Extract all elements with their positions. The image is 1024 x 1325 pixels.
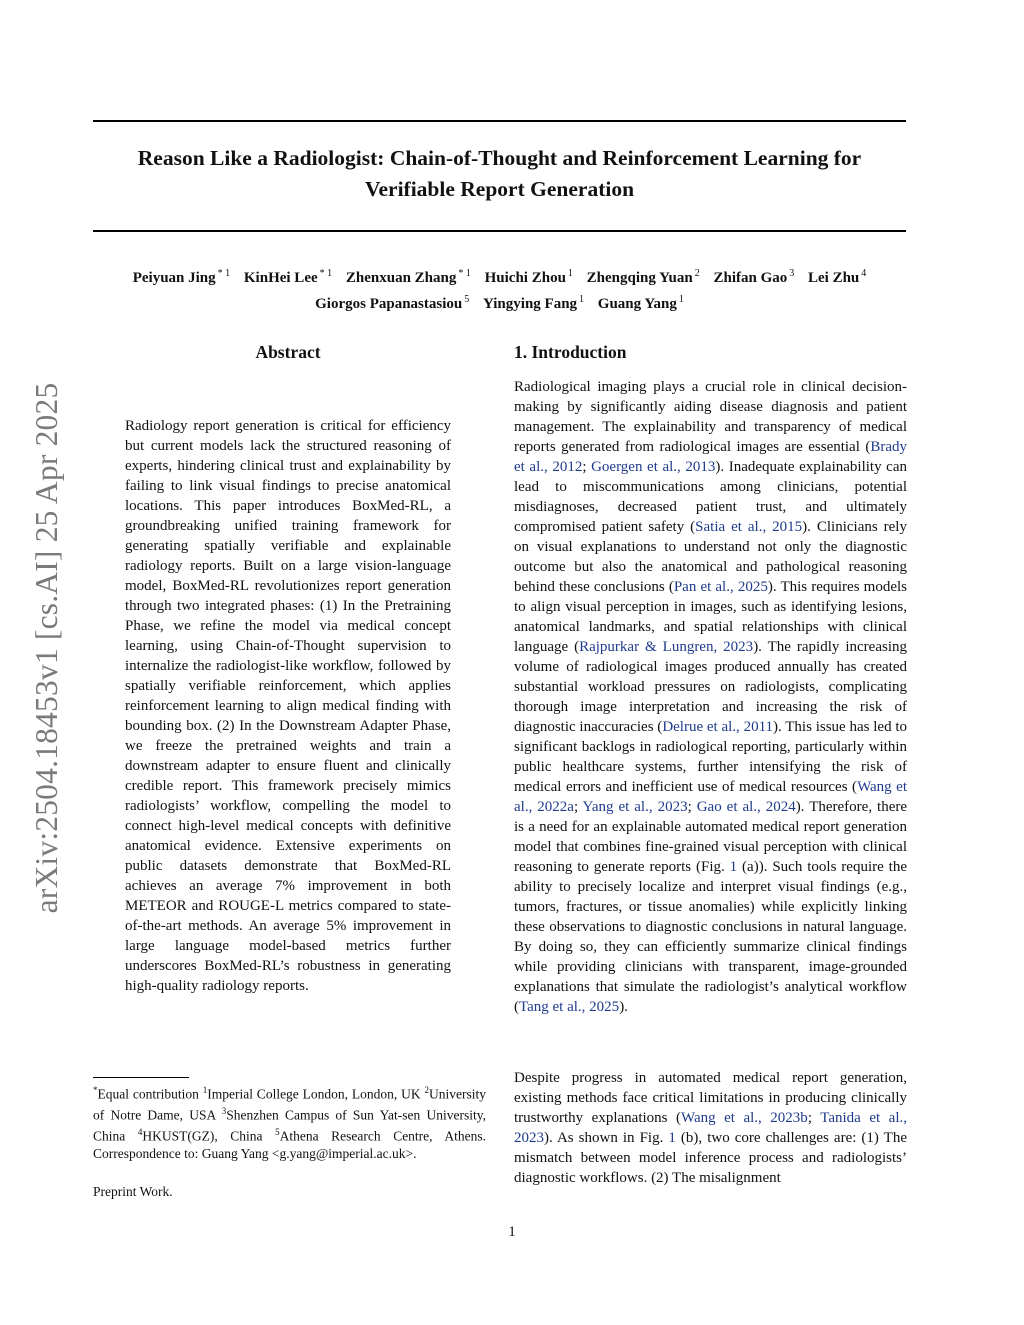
footnote-text: Equal contribution [97, 1086, 203, 1102]
affiliation-mark: * [93, 1085, 98, 1095]
author-name [133, 270, 230, 286]
citation-link[interactable]: Delrue et al., 2011 [662, 719, 774, 735]
footnote-rule [93, 1077, 189, 1078]
author-name [485, 270, 573, 286]
paragraph-text: Radiological imaging plays a crucial role in clinical decision-making by significantly aiding disease diagnosis and patient management. The explainability and transparency of medical reports generated from radiological images are essential ( [514, 379, 907, 455]
author-affiliation-mark: 1 [567, 268, 573, 279]
author-list [93, 263, 906, 315]
citation-link[interactable]: Goergen et al., 2013 [591, 459, 716, 475]
citation-link[interactable]: Satia et al., 2015 [695, 519, 803, 535]
author-affiliation-mark: 1 [678, 294, 684, 305]
author-affiliation-mark: * 1 [458, 268, 471, 279]
paragraph-text: ). As shown in Fig. [544, 1130, 669, 1146]
author-affiliation-mark: 1 [579, 294, 585, 305]
paragraph-text: (a)). Such tools require the ability to precisely localize and interpret visual findings (e.g., tumors, fractures, or tissue anomalies) while explicitly linking these observations to diagnostic conclusions in natural language. By doing so, they can efficiently summarize clinical findings while providing clinicians with transparent, image-grounded explanations that simulate the radiologist’s analytical workflow ( [514, 859, 907, 1015]
preprint-note: Preprint Work. [93, 1184, 173, 1199]
author-name-text: Zhenxuan Zhang [345, 270, 457, 286]
citation-link[interactable]: Gao et al., 2024 [696, 799, 796, 815]
author-affiliation-mark: * 1 [217, 268, 231, 279]
affiliation-mark: 4 [137, 1127, 143, 1137]
author-affiliation-mark: * 1 [319, 268, 333, 279]
author-affiliation-mark: 3 [789, 268, 795, 279]
paragraph-text: ). Therefore, there is a need for an explainable automated medical report generation model that combines fine-grained visual perception with clinical reasoning to generate reports (Fig. [514, 799, 908, 875]
affiliations-footnote [93, 1082, 486, 1163]
author-name [598, 296, 684, 312]
footnote-text: University of Notre Dame, USA [93, 1086, 486, 1123]
author-name [808, 270, 866, 286]
author-name-text: Zhifan Gao [713, 270, 788, 286]
title-rule-bottom [93, 230, 906, 232]
citation-link[interactable]: 1 [729, 859, 738, 875]
author-name [346, 270, 471, 286]
abstract-heading: Abstract [255, 342, 321, 362]
author-name-text: Peiyuan Jing [132, 270, 216, 286]
author-name [483, 296, 584, 312]
author-name [244, 270, 332, 286]
citation-link[interactable]: Wang et al., 2022a [514, 779, 907, 815]
arxiv-identifier[interactable]: arXiv:2504.18453v1 [cs.AI] 25 Apr 2025 [29, 382, 64, 914]
author-name-text: Giorgos Papanastasiou [315, 296, 463, 312]
citation-link[interactable]: Wang et al., 2023b [681, 1110, 808, 1126]
citation-link[interactable]: Tang et al., 2025 [519, 999, 620, 1015]
introduction-paragraph-1 [514, 377, 907, 1017]
footnote-text: Athena Research Centre, Athens. Correspondence to: Guang Yang <g.yang@imperial.ac.uk>. [93, 1128, 486, 1161]
author-name-text: Zhengqing Yuan [586, 270, 693, 286]
authors-line-2 [93, 289, 906, 315]
footnote-text: Imperial College London, London, UK [207, 1086, 425, 1102]
author-name-text: KinHei Lee [243, 270, 318, 286]
paragraph-text: (b), two core challenges are: (1) The mismatch between model inference process and radiologists’ diagnostic workflows. (2) The misalignment [514, 1130, 908, 1186]
title-line-2: Verifiable Report Generation [364, 177, 635, 201]
title-rule-top [93, 120, 906, 122]
paragraph-text: ; [582, 459, 592, 475]
citation-link[interactable]: 1 [668, 1130, 676, 1146]
abstract-text: Radiology report generation is critical for efficiency but current models lack the structured reasoning of experts, hindering clinical trust and explainability by failing to link visual findings to precise anatomical locations. This paper introduces BoxMed-RL, a groundbreaking unified training framework for generating spatially verifiable and explainable radiology reports. Built on a large vision-language model, BoxMed-RL revolutionizes report generation through two integrated phases: (1) In the Pretraining Phase, we refine the model via medical concept learning, using Chain-of-Thought supervision to internalize the radiologist-like workflow, followed by spatially verifiable reinforcement, which applies reinforcement learning to align medical finding with bounding box. (2) In the Downstream Adapter Phase, we freeze the pretrained weights and train a downstream adapter to ensure fluent and clinically credible report. This framework precisely mimics radiologists’ workflow, compelling the model to connect high-level medical concepts with definitive anatomical evidence. Extensive experiments on public datasets demonstrate that BoxMed-RL achieves an average 7% improvement in both METEOR and ROUGE-L metrics compared to state-of-the-art methods. An average 5% improvement in large language model-based metrics further underscores BoxMed-RL’s robustness in generating high-quality radiology reports. [125, 418, 451, 994]
paragraph-text: ). [619, 999, 628, 1015]
affiliation-mark: 5 [275, 1127, 280, 1137]
author-affiliation-mark: 4 [861, 268, 867, 279]
footnote-text: Shenzhen Campus of Sun Yat-sen University, China [93, 1107, 486, 1144]
author-name [713, 270, 794, 286]
citation-link[interactable]: Rajpurkar & Lungren, 2023 [579, 639, 754, 655]
author-affiliation-mark: 5 [464, 294, 470, 305]
author-name-text: Yingying Fang [482, 296, 578, 312]
paper-title [93, 143, 906, 205]
citation-link[interactable]: Pan et al., 2025 [673, 579, 768, 595]
citation-link[interactable]: Tanida et al., 2023 [514, 1110, 908, 1146]
author-name-text: Lei Zhu [808, 270, 860, 286]
footnote-text: HKUST(GZ), China [142, 1128, 276, 1144]
affiliation-mark: 2 [424, 1085, 429, 1095]
paragraph-text: ; [573, 799, 583, 815]
affiliation-mark: 3 [221, 1106, 227, 1116]
affiliation-mark: 1 [202, 1085, 208, 1095]
citation-link[interactable]: Brady et al., 2012 [514, 439, 907, 475]
paragraph-text: ). The rapidly increasing volume of radiological images produced annually has created substantial workload pressures on radiologists, complicating thorough image interpretation and increasing the risk of diagnostic inaccuracies ( [514, 639, 907, 735]
paragraph-text: ). Clinicians rely on visual explanations to understand not only the diagnostic outcome but also the anatomical and pathological reasoning behind these conclusions ( [514, 519, 907, 595]
paragraph-text: ). This issue has led to significant backlogs in radiological reporting, particularly within public healthcare systems, further intensifying the risk of medical errors and inefficient use of medical resources ( [514, 719, 908, 795]
introduction-paragraph-2 [514, 1068, 907, 1188]
author-name [315, 296, 469, 312]
introduction-heading: 1. Introduction [514, 342, 627, 362]
paragraph-text: ). This requires models to align visual perception in images, such as identifying lesions, anatomical landmarks, and spatial relationships with clinical language ( [514, 579, 907, 655]
paragraph-text: ; [807, 1110, 821, 1126]
author-name-text: Guang Yang [597, 296, 677, 312]
page-number: 1 [508, 1224, 516, 1240]
paragraph-text: ; [687, 799, 697, 815]
citation-link[interactable]: Yang et al., 2023 [582, 799, 688, 815]
title-line-1: Reason Like a Radiologist: Chain-of-Thought and Reinforcement Learning for [137, 146, 862, 170]
paragraph-text: Despite progress in automated medical report generation, existing methods face critical limitations in producing clinically trustworthy explanations ( [514, 1070, 907, 1126]
author-name-text: Huichi Zhou [484, 270, 566, 286]
author-name [587, 270, 700, 286]
paragraph-text: ). Inadequate explainability can lead to miscommunications among clinicians, potential misdiagnoses, decreased patient trust, and ultimately compromised patient safety ( [514, 459, 907, 535]
author-affiliation-mark: 2 [694, 268, 700, 279]
authors-line-1 [93, 263, 906, 289]
